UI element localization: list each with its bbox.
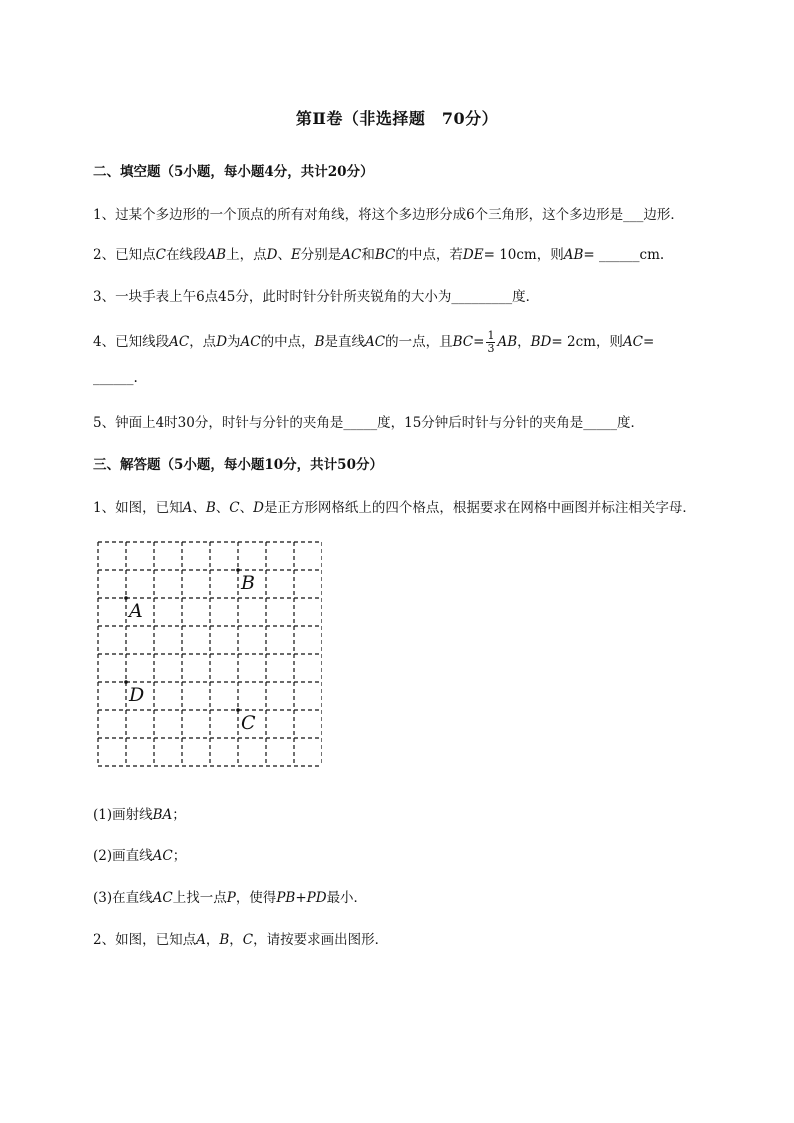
text: 、 <box>215 500 230 516</box>
text: 分别是 <box>300 247 342 263</box>
fraction-one-third <box>486 330 495 355</box>
text: 上，点 <box>226 247 267 263</box>
text: ，则 <box>595 334 623 350</box>
text: 在线段 <box>165 247 207 263</box>
grid-point-label-a: A <box>129 600 143 622</box>
grid-svg <box>96 540 322 768</box>
grid-point-d <box>124 680 128 684</box>
math-var: AC <box>341 247 362 263</box>
math-var: B <box>314 334 325 350</box>
text: 、 <box>239 500 254 516</box>
section-answer-heading: 三、解答题（5小题，每小题10分，共计50分） <box>93 457 383 473</box>
math-var: D <box>253 500 264 516</box>
square-grid-figure <box>96 540 322 768</box>
question-3-1 <box>93 496 696 516</box>
text: + <box>295 890 307 906</box>
math-var: BA <box>152 807 173 823</box>
math-var: E <box>290 247 301 263</box>
text: = <box>643 334 655 350</box>
fraction-numerator: 1 <box>487 329 495 342</box>
math-var: A <box>196 932 206 948</box>
text: 1、如图，已知 <box>93 500 183 516</box>
text: ，请按要求画出图形． <box>253 932 389 948</box>
grid-point-label-d: D <box>129 684 145 706</box>
math-var: D <box>266 247 278 263</box>
math-var: AC <box>365 334 386 350</box>
text: = <box>473 334 485 350</box>
question-3-1-part-1 <box>93 803 186 823</box>
page-title: 第Ⅱ卷（非选择题 70分） <box>295 109 499 128</box>
math-var: D <box>216 334 228 350</box>
text: (2)画直线 <box>93 848 153 864</box>
text: ， <box>229 932 243 948</box>
math-var: BC <box>452 334 474 350</box>
math-var: A <box>182 500 193 516</box>
text: 、 <box>192 500 206 516</box>
text: ， <box>205 932 220 948</box>
text: 是正方形网格纸上的四个格点，根据要求在网格中画图并标注相关字母． <box>263 500 696 516</box>
section-fill-blank-heading: 二、填空题（5小题，每小题4分，共计20分） <box>93 164 374 180</box>
math-var: B <box>205 500 216 516</box>
math-var: PD <box>306 890 327 906</box>
text: = 2cm <box>551 334 596 350</box>
math-var: C <box>229 500 240 516</box>
text: = ______cm. <box>583 247 665 263</box>
math-var: BD <box>530 334 552 350</box>
math-var: P <box>226 890 236 906</box>
question-2-2 <box>93 243 664 263</box>
math-var: PB <box>276 890 296 906</box>
text: 4、已知线段 <box>93 334 170 350</box>
question-2-4-continuation: ______. <box>93 370 138 386</box>
text: 的一点，且 <box>385 334 453 350</box>
math-var: BC <box>374 247 396 263</box>
text: 最小． <box>326 890 368 906</box>
text: ，使得 <box>235 890 277 906</box>
question-3-2 <box>93 928 388 948</box>
text: (3)在直线 <box>93 890 153 906</box>
math-var: AC <box>240 334 261 350</box>
text: 上找一点 <box>172 890 227 906</box>
math-var: B <box>219 932 230 948</box>
math-var: AB <box>563 247 584 263</box>
text: 2、如图，已知点 <box>93 932 197 948</box>
math-var: AC <box>169 334 190 350</box>
fraction-denominator: 3 <box>487 342 495 355</box>
question-2-5: 5、钟面上4时30分，时针与分针的夹角是_____度，15分钟后时针与分针的夹角是_____度． <box>93 415 645 431</box>
text: ， <box>517 334 531 350</box>
text: ； <box>172 807 186 823</box>
math-var: DE <box>462 247 484 263</box>
math-var: AC <box>152 890 173 906</box>
text: ，点 <box>189 334 217 350</box>
text: = 10cm，则 <box>483 247 564 263</box>
question-3-1-part-3 <box>93 886 367 906</box>
math-var: C <box>242 932 254 948</box>
question-3-1-part-2 <box>93 844 186 864</box>
math-var: AB <box>497 334 518 350</box>
math-var: AB <box>206 247 227 263</box>
math-var: C <box>155 247 166 263</box>
text: 是直线 <box>324 334 366 350</box>
question-2-1: 1、过某个多边形的一个顶点的所有对角线，将这个多边形分成6个三角形，这个多边形是___边形． <box>93 207 684 223</box>
text: (1)画射线 <box>93 807 153 823</box>
text: 和 <box>361 247 375 263</box>
text: 的中点， <box>260 334 315 350</box>
math-var: AC <box>622 334 644 350</box>
text: 为 <box>227 334 241 350</box>
grid-point-b <box>236 568 240 572</box>
grid-point-label-c: C <box>241 712 256 734</box>
question-2-3: 3、一块手表上午6点45分，此时时针分针所夹锐角的大小为_________度． <box>93 289 540 305</box>
math-var: AC <box>152 848 173 864</box>
grid-point-a <box>124 596 128 600</box>
text: ； <box>172 848 187 864</box>
grid-point-c <box>236 708 240 712</box>
text: 、 <box>277 247 291 263</box>
question-2-4 <box>93 330 654 355</box>
text: 2、已知点 <box>93 247 156 263</box>
grid-point-label-b: B <box>241 572 255 594</box>
text: 的中点，若 <box>395 247 463 263</box>
